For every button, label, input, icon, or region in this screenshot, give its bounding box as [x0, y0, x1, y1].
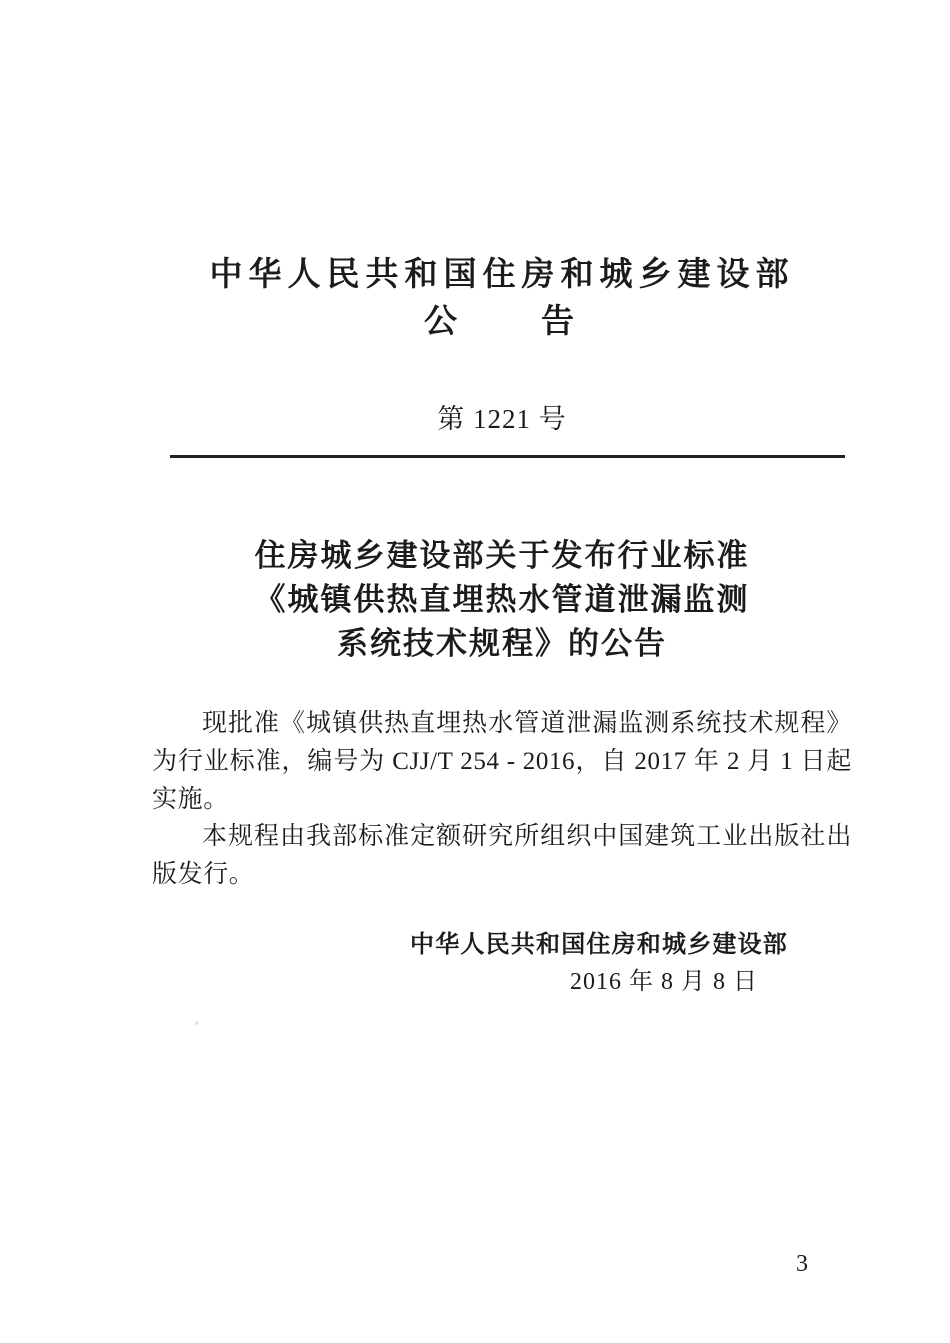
subtitle-line-3: 系统技术规程》的公告: [337, 626, 667, 661]
subtitle-line-2: 《城镇供热直埋热水管道泄漏监测: [254, 582, 750, 617]
subtitle-line-1: 住房城乡建设部关于发布行业标准: [254, 538, 750, 573]
signature-date: 2016 年 8 月 8 日: [570, 969, 758, 995]
body-paragraph-publication: 本规程由我部标准定额研究所组织中国建筑工业出版社出版发行。: [152, 823, 852, 889]
announcement-body: [152, 705, 852, 894]
scan-artifact-dot: [195, 1021, 199, 1025]
body-paragraph-approval: 现批准《城镇供热直埋热水管道泄漏监测系统技术规程》为行业标准，编号为 CJJ/T 254 - 2016，自 2017 年 2 月 1 日起实施。: [152, 710, 852, 813]
header-announcement-title: 公 告: [424, 302, 580, 339]
header-authority-line: 中华人民共和国住房和城乡建设部: [209, 255, 795, 292]
page-number: 3: [796, 1251, 808, 1277]
header-divider-rule: [170, 455, 845, 458]
signature-issuer: 中华人民共和国住房和城乡建设部: [410, 931, 788, 958]
announcement-subtitle: [152, 534, 852, 666]
document-number: 第 1221 号: [437, 404, 567, 434]
